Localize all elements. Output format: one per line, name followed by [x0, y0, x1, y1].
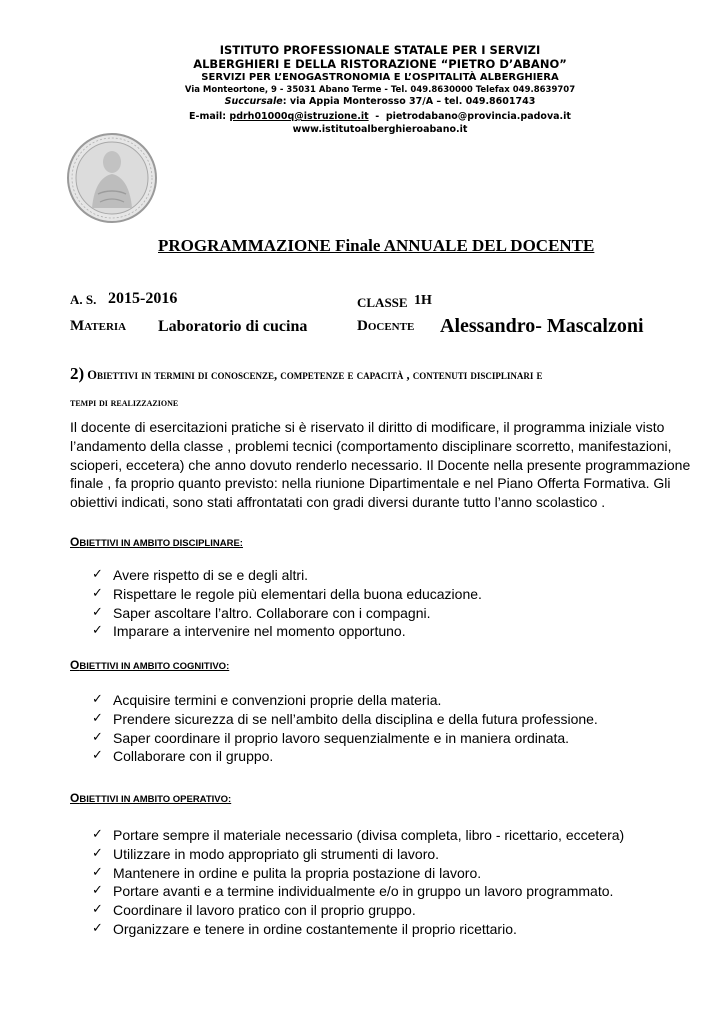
header-line-2: ALBERGHIERI E DELLA RISTORAZIONE “PIETRO D’ABANO”	[193, 57, 567, 71]
header-succursale	[100, 96, 660, 107]
list-item	[92, 826, 624, 845]
check-icon: ✓	[92, 748, 103, 764]
anno-scolastico-value: 2015-2016	[108, 290, 178, 307]
paragraph-line: finale , fa proprio quanto previsto: nella riunione Dipartimentale e nel Piano Offerta Formativa. Gli	[70, 475, 671, 492]
list-item	[92, 691, 598, 710]
list-item	[92, 882, 624, 901]
item-text: Prendere sicurezza di se nell’ambito della disciplina e della futura professione.	[113, 710, 598, 727]
list-item	[92, 901, 624, 920]
header-website: www.istitutoalberghieroabano.it	[292, 124, 468, 135]
email-label: E-mail:	[189, 111, 230, 122]
check-icon: ✓	[92, 567, 103, 582]
heading-initial: O	[70, 535, 80, 549]
classe-value: 1H	[414, 293, 432, 308]
objectives-operative-heading	[70, 791, 231, 805]
email-separator: -	[368, 111, 386, 122]
item-text: Portare sempre il materiale necessario (divisa completa, libro - ricettario, eccetera)	[113, 827, 625, 843]
page-title: PROGRAMMAZIONE Finale ANNUALE DEL DOCENTE	[158, 236, 595, 255]
list-item	[92, 566, 482, 585]
check-icon: ✓	[92, 623, 103, 639]
list-item	[92, 864, 624, 883]
email-provincia: pietrodabano@provincia.padova.it	[385, 111, 571, 122]
item-text: Avere rispetto di se e degli altri.	[113, 567, 309, 583]
list-item	[92, 845, 624, 864]
item-text: Saper ascoltare l’altro. Collaborare con i compagni.	[113, 604, 431, 621]
check-icon: ✓	[92, 710, 103, 726]
item-text: Coordinare il lavoro pratico con il proprio gruppo.	[113, 902, 416, 919]
list-item	[92, 920, 624, 939]
list-item	[92, 622, 482, 641]
item-text: Organizzare e tenere in ordine costantemente il proprio ricettario.	[113, 920, 517, 937]
section-title	[70, 364, 543, 384]
list-item	[92, 585, 482, 604]
paragraph-line: l’andamento della classe , problemi tecnici (comportamento disciplinare scorretto, manifestazioni,	[70, 437, 672, 454]
check-icon: ✓	[92, 827, 103, 842]
heading-rest: BIETTIVI IN AMBITO DISCIPLINARE:	[79, 538, 243, 549]
check-icon: ✓	[92, 845, 103, 861]
list-item	[92, 710, 598, 729]
heading-rest: BIETTIVI IN AMBITO OPERATIVO:	[79, 794, 232, 805]
paragraph-line: Il docente di esercitazioni pratiche si è riservato il diritto di modificare, il programma iniziale visto	[70, 419, 665, 435]
check-icon: ✓	[92, 729, 103, 745]
heading-rest: BIETTIVI IN AMBITO COGNITIVO:	[79, 661, 230, 672]
item-text: Imparare a intervenire nel momento opportuno.	[113, 623, 406, 640]
header-line-1: ISTITUTO PROFESSIONALE STATALE PER I SERVIZI	[219, 43, 541, 57]
item-text: Mantenere in ordine e pulita la propria postazione di lavoro.	[113, 864, 482, 881]
email-link-istruzione[interactable]: pdrh01000q@istruzione.it	[229, 111, 369, 122]
intro-paragraph	[70, 418, 690, 512]
objectives-cognitive-heading	[70, 658, 229, 672]
header-line-3: SERVIZI PER L’ENOGASTRONOMIA E L’OSPITALITÀ ALBERGHIERA	[201, 72, 559, 83]
paragraph-line: obiettivi indicati, sono stati affrontatati con gradi diversi durante tutto l’anno scolastico .	[70, 494, 606, 511]
paragraph-line: scioperi, eccetera) che anno dovuto renderlo necessario. Il Docente nella presente programmazione	[70, 456, 691, 473]
check-icon: ✓	[92, 883, 103, 899]
list-item	[92, 729, 598, 748]
heading-initial: O	[70, 658, 80, 672]
section-title-text: Obiettivi in termini di conoscenze, competenze e capacità , contenuti disciplinari e	[87, 368, 543, 382]
succursale-text: : via Appia Monterosso 37/A – tel. 049.8601743	[282, 96, 536, 107]
check-icon: ✓	[92, 864, 103, 880]
objectives-operative-list	[92, 826, 624, 939]
list-item	[92, 747, 598, 766]
heading-initial: O	[70, 791, 80, 805]
item-text: Collaborare con il gruppo.	[113, 748, 274, 765]
anno-scolastico-label: A. S.	[70, 292, 97, 307]
section-number: 2)	[70, 364, 85, 383]
classe-label: CLASSE	[357, 295, 408, 310]
docente-label: Docente	[357, 318, 415, 334]
check-icon: ✓	[92, 585, 103, 601]
school-seal-icon	[66, 132, 158, 224]
header-email	[100, 111, 660, 122]
materia-value: Laboratorio di cucina	[158, 318, 308, 335]
docente-value: Alessandro- Mascalzoni	[440, 315, 644, 337]
materia-label: Materia	[70, 318, 127, 334]
objectives-disciplinary-heading	[70, 535, 243, 549]
section-subtitle: tempi di realizzazione	[70, 397, 179, 409]
item-text: Rispettare le regole più elementari della buona educazione.	[113, 585, 482, 602]
item-text: Saper coordinare il proprio lavoro sequenzialmente e in maniera ordinata.	[113, 729, 570, 746]
item-text: Portare avanti e a termine individualmente e/o in gruppo un lavoro programmato.	[113, 883, 614, 900]
check-icon: ✓	[92, 604, 103, 620]
check-icon: ✓	[92, 692, 103, 707]
objectives-cognitive-list	[92, 691, 598, 766]
item-text: Utilizzare in modo appropriato gli strumenti di lavoro.	[113, 845, 440, 862]
header-address: Via Monteortone, 9 - 35031 Abano Terme - Tel. 049.8630000 Telefax 049.8639707	[184, 85, 576, 95]
objectives-disciplinary-list	[92, 566, 482, 641]
check-icon: ✓	[92, 902, 103, 918]
list-item	[92, 604, 482, 623]
check-icon: ✓	[92, 920, 103, 936]
succursale-label: Succursale	[224, 96, 283, 107]
item-text: Acquisire termini e convenzioni proprie della materia.	[113, 692, 442, 708]
